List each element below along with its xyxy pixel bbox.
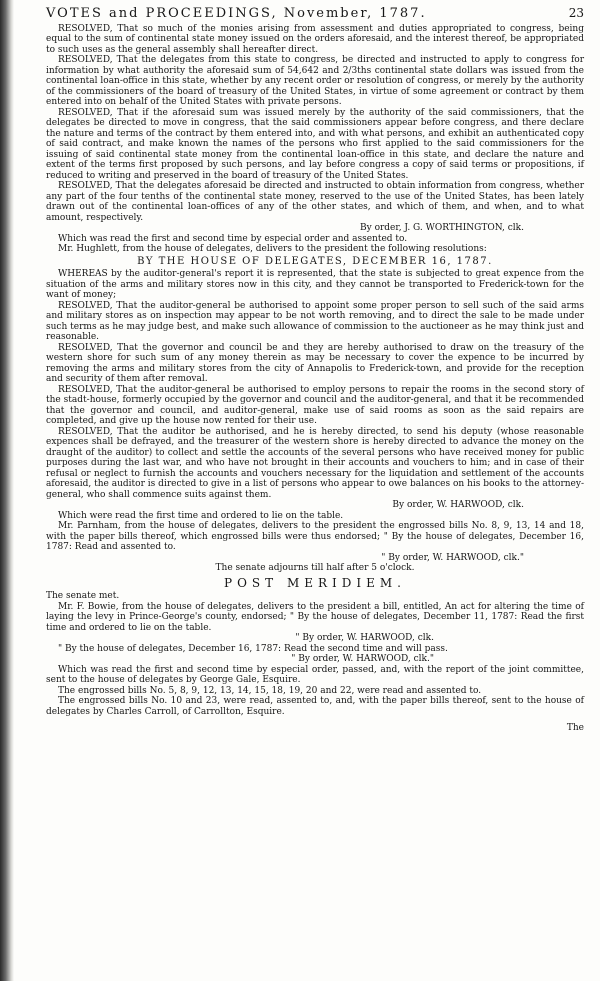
paragraph: Which was read the first and second time by especial order, passed, and, with the report of the joint committee, sent to the house of delegates by George Gale, Esquire. bbox=[46, 664, 584, 685]
paragraph: WHEREAS by the auditor-general's report it is represented, that the state is subjected to great expence from the situation of the arms and military stores now in this city, and they cannot be transported to Frederick-town for the want of money; bbox=[46, 269, 584, 300]
page-number: 23 bbox=[568, 6, 584, 20]
paragraph: RESOLVED, That the auditor be authorised, and he is hereby directed, to send his deputy (whose reasonable expences shall be defrayed, and the treasurer of the western shore is hereby directed to advance the money on the draught of the auditor) to collect and settle the accounts of the several persons who have received money for public purposes during the last war, and who have not brought in their accounts and vouchers to him; and in case of their refusal or neglect to furnish the accounts and vouchers necessary for the liquidation and settlement of the accounts aforesaid, the auditor is directed to give in a list of persons who appear to owe balances on his books to the attorney-general, who shall commence suits against them. bbox=[46, 426, 584, 500]
paragraph: Mr. F. Bowie, from the house of delegates, delivers to the president a bill, entitled, An act for altering the time of laying the levy in Prince-George's county, endorsed; " By the house of delegates, December 11, 1787: Read the first time and ordered to lie on the table. bbox=[46, 601, 584, 633]
paragraph: Which was read the first and second time by especial order and assented to. bbox=[58, 233, 408, 244]
paragraph: Which were read the first time and ordered to lie on the table. bbox=[58, 510, 344, 521]
paragraph: RESOLVED, That the delegates aforesaid be directed and instructed to obtain information from congress, whether any part of the four tenths of the continental state money, reserved to the use of the United States, has been lately drawn out of the continental loan-offices of any of the other states, and which of them, and when, and to what amount, respectively. bbox=[46, 181, 584, 223]
paragraph: RESOLVED, That the delegates from this state to congress, be directed and instructed to apply to congress for information by what authority the aforesaid sum of 54,642 and 2/3ths continental state dollars was issued from the continental loan-office in this state, whether by any recent order or resolution of congress, or merely by the authority of the commissioners of the board of treasury of the United States, in virtue of some agreement or contract by them entered into on behalf of the United States with private persons. bbox=[46, 55, 584, 107]
paragraph: BY THE HOUSE OF DELEGATES, DECEMBER 16, 1787. bbox=[137, 255, 493, 267]
paragraph: " By the house of delegates, December 16, 1787: Read the second time and will pass. bbox=[58, 643, 448, 654]
paragraph: RESOLVED, That if the aforesaid sum was issued merely by the authority of the said commissioners, that the delegates be directed to move in congress, that the said commissioners appear before congress, and there declare the nature and terms of the contract by them entered into, and with what persons, and exhibit an authenticated copy of said contract, and make known the names of the persons who first applied to the said commissioners for the issuing of said continental state money from the continental loan-office in this state, and declare the nature and extent of the terms first proposed by such persons, and lay before congress a copy of said terms or propositions, if reduced to writing and preserved in the board of treasury of the United States. bbox=[46, 107, 584, 181]
paragraph: Mr. Parnham, from the house of delegates, delivers to the president the engrossed bills No. 8, 9, 13, 14 and 18, with the paper bills thereof, which engrossed bills were thus endorsed; " By the house of delegates, December 16, 1787: Read and assented to. bbox=[46, 521, 584, 552]
paragraph: " By order, W. HARWOOD, clk." bbox=[291, 654, 434, 664]
paragraph: POST MERIDIEM. bbox=[224, 575, 406, 590]
paragraph: The senate met. bbox=[46, 591, 120, 601]
paragraph: " By order, W. HARWOOD, clk. bbox=[295, 633, 434, 643]
paragraph: By order, W. HARWOOD, clk. bbox=[392, 500, 524, 510]
page-body bbox=[46, 24, 584, 718]
paragraph: The senate adjourns till half after 5 o'clock. bbox=[215, 563, 415, 573]
paragraph: The engrossed bills No. 10 and 23, were read, assented to, and, with the paper bills thereof, sent to the house of delegates by Charles Carroll, of Carrollton, Esquire. bbox=[46, 696, 584, 717]
paragraph: RESOLVED, That so much of the monies arising from assessment and duties appropriated to congress, being equal to the sum of continental state money issued on the orders aforesaid, and the interest thereof, be appropriated to such uses as the general assembly shall hereafter direct. bbox=[46, 23, 584, 55]
paragraph: Mr. Hughlett, from the house of delegates, delivers to the president the following resolutions: bbox=[58, 244, 487, 254]
page-header bbox=[46, 8, 584, 20]
page-gutter-shadow bbox=[0, 0, 14, 981]
paragraph: The engrossed bills No. 5, 8, 9, 12, 13, 14, 15, 18, 19, 20 and 22, were read and assented to. bbox=[58, 685, 482, 696]
running-title: VOTES and PROCEEDINGS, November, 1787. bbox=[46, 6, 427, 21]
paragraph: " By order, W. HARWOOD, clk." bbox=[381, 552, 524, 563]
paragraph: By order, J. G. WORTHINGTON, clk. bbox=[360, 223, 524, 233]
paragraph: RESOLVED, That the governor and council be and they are hereby authorised to draw on the treasury of the western shore for such sum of any money therein as may be necessary to cover the expence to be incurred by removing the arms and military stores from the city of Annapolis to Frederick-town, and provide for the reception and security of them after removal. bbox=[46, 342, 584, 384]
catchword: The bbox=[566, 723, 584, 733]
document-page bbox=[46, 8, 584, 734]
paragraph: RESOLVED, That the auditor-general be authorised to appoint some proper person to sell such of the said arms and military stores as on inspection may appear to be not worth removing, and to direct the sale to be made under such terms as he may judge best, and make such allowance of commission to the auctioneer as he may think just and reasonable. bbox=[46, 300, 584, 342]
paragraph: RESOLVED, That the auditor-general be authorised to employ persons to repair the rooms in the second story of the stadt-house, formerly occupied by the governor and council and the auditor-general, and that it be recommended that the governor and council, and auditor-general, make use of said rooms as soon as the said repairs are completed, and give up the house now rented for their use. bbox=[46, 384, 584, 426]
